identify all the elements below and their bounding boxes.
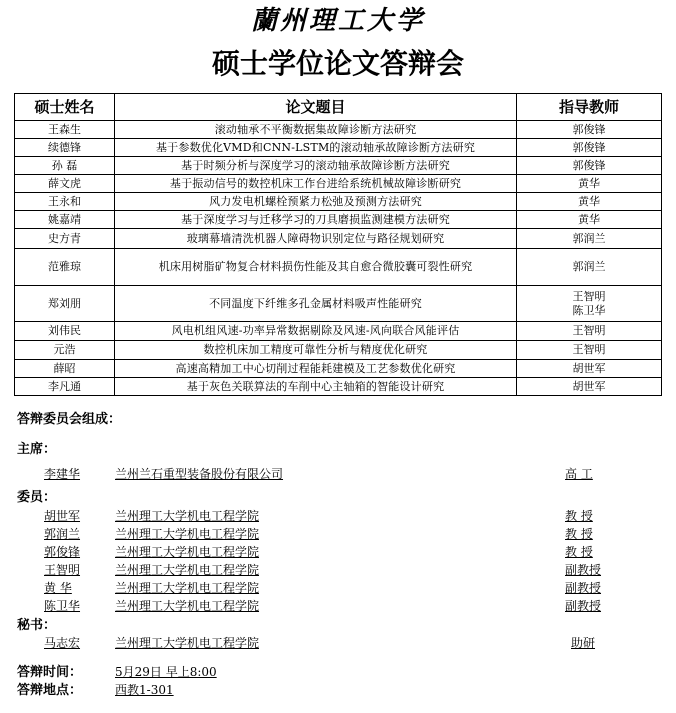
student-name: 薛昭	[15, 360, 115, 378]
advisor-name: 胡世军	[517, 360, 662, 378]
thesis-topic: 风力发电机螺栓预紧力松弛及预测方法研究	[115, 193, 517, 211]
member-title: 副教授	[565, 599, 602, 613]
thesis-topic: 基于深度学习与迁移学习的刀具磨损监测建模方法研究	[115, 211, 517, 229]
member-name: 王智明	[44, 563, 81, 577]
member-title: 教 授	[565, 527, 593, 541]
advisor-name: 王智明	[572, 289, 606, 303]
student-name: 元浩	[15, 341, 115, 360]
member-org: 兰州理工大学机电工程学院	[115, 545, 260, 559]
thesis-topic: 基于灰色关联算法的车削中心主轴箱的智能设计研究	[115, 378, 517, 396]
table-row	[15, 211, 662, 229]
table-row	[15, 360, 662, 378]
committee-heading: 答辩委员会组成：	[17, 412, 122, 427]
member-org: 兰州理工大学机电工程学院	[115, 599, 260, 613]
advisor-name: 郭俊锋	[517, 157, 662, 175]
members-label: 委员：	[17, 490, 57, 505]
chair-title: 高 工	[565, 467, 593, 481]
member-name: 黄 华	[44, 581, 72, 595]
secretary-label: 秘书：	[17, 618, 57, 633]
advisor-name: 王智明	[517, 341, 662, 360]
secretary-org: 兰州理工大学机电工程学院	[115, 636, 260, 650]
student-name: 王森生	[15, 121, 115, 139]
thesis-topic: 机床用树脂矿物复合材料损伤性能及其自愈合微胶囊可裂性研究	[115, 249, 517, 286]
advisor-name: 郭润兰	[517, 229, 662, 249]
table-row	[15, 341, 662, 360]
table-row	[15, 378, 662, 396]
member-org: 兰州理工大学机电工程学院	[115, 509, 260, 523]
advisor-name: 郭润兰	[517, 249, 662, 286]
student-name: 王永和	[15, 193, 115, 211]
thesis-topic: 基于参数优化VMD和CNN-LSTM的滚动轴承故障诊断方法研究	[115, 139, 517, 157]
member-org: 兰州理工大学机电工程学院	[115, 581, 260, 595]
table-row	[15, 322, 662, 341]
advisor-name: 黄华	[517, 211, 662, 229]
thesis-topic: 数控机床加工精度可靠性分析与精度优化研究	[115, 341, 517, 360]
member-name: 陈卫华	[44, 599, 81, 613]
student-name: 姚嘉靖	[15, 211, 115, 229]
student-name: 孙 磊	[15, 157, 115, 175]
member-name: 郭润兰	[44, 527, 81, 541]
advisor-cell	[517, 286, 662, 322]
student-name: 范雅琼	[15, 249, 115, 286]
table-row	[15, 193, 662, 211]
thesis-topic: 玻璃幕墙清洗机器人障碍物识别定位与路径规划研究	[115, 229, 517, 249]
advisor-name: 胡世军	[517, 378, 662, 396]
advisor-name: 黄华	[517, 175, 662, 193]
member-name: 胡世军	[44, 509, 81, 523]
thesis-topic: 基于振动信号的数控机床工作台进给系统机械故障诊断研究	[115, 175, 517, 193]
column-header-advisor: 指导教师	[517, 94, 662, 121]
table-row	[15, 249, 662, 286]
thesis-topic: 不同温度下纤维多孔金属材料吸声性能研究	[115, 286, 517, 322]
member-name: 郭俊锋	[44, 545, 81, 559]
table-row	[15, 229, 662, 249]
table-row	[15, 175, 662, 193]
table-row	[15, 121, 662, 139]
member-org: 兰州理工大学机电工程学院	[115, 563, 260, 577]
secretary-title: 助研	[571, 636, 596, 650]
table-header-row	[15, 94, 662, 121]
defense-place-label: 答辩地点：	[17, 683, 83, 698]
page-title: 硕士学位论文答辩会	[211, 47, 464, 80]
member-title: 教 授	[565, 509, 593, 523]
table-row	[15, 157, 662, 175]
member-org: 兰州理工大学机电工程学院	[115, 527, 260, 541]
defense-place-value: 西教1-301	[115, 683, 174, 697]
defense-time-value: 5月29日 早上8:00	[115, 665, 217, 679]
column-header-topic: 论文题目	[115, 94, 517, 121]
thesis-topic: 高速高精加工中心切削过程能耗建模及工艺参数优化研究	[115, 360, 517, 378]
advisor-name: 王智明	[517, 322, 662, 341]
student-name: 薛文虎	[15, 175, 115, 193]
student-name: 续德锋	[15, 139, 115, 157]
student-name: 郑刘朋	[15, 286, 115, 322]
student-name: 刘伟民	[15, 322, 115, 341]
chair-label: 主席：	[17, 442, 57, 457]
secretary-name: 马志宏	[44, 636, 81, 650]
thesis-topic: 基于时频分析与深度学习的滚动轴承故障诊断方法研究	[115, 157, 517, 175]
member-title: 副教授	[565, 563, 602, 577]
student-name: 史方青	[15, 229, 115, 249]
member-title: 教 授	[565, 545, 593, 559]
chair-name: 李建华	[44, 467, 81, 481]
co-advisor-name: 陈卫华	[572, 303, 606, 317]
defense-schedule-table	[14, 93, 662, 396]
table-row	[15, 139, 662, 157]
table-row	[15, 286, 662, 322]
chair-org: 兰州兰石重型装备股份有限公司	[115, 467, 284, 481]
thesis-topic: 滚动轴承不平衡数据集故障诊断方法研究	[115, 121, 517, 139]
member-title: 副教授	[565, 581, 602, 595]
advisor-name: 郭俊锋	[517, 121, 662, 139]
column-header-name: 硕士姓名	[15, 94, 115, 121]
student-name: 李凡通	[15, 378, 115, 396]
thesis-topic: 风电机组风速-功率异常数据剔除及风速-风向联合风能评估	[115, 322, 517, 341]
advisor-name: 郭俊锋	[517, 139, 662, 157]
university-name: 蘭州理工大学	[250, 6, 425, 36]
advisor-name: 黄华	[517, 193, 662, 211]
defense-time-label: 答辩时间：	[17, 665, 83, 680]
